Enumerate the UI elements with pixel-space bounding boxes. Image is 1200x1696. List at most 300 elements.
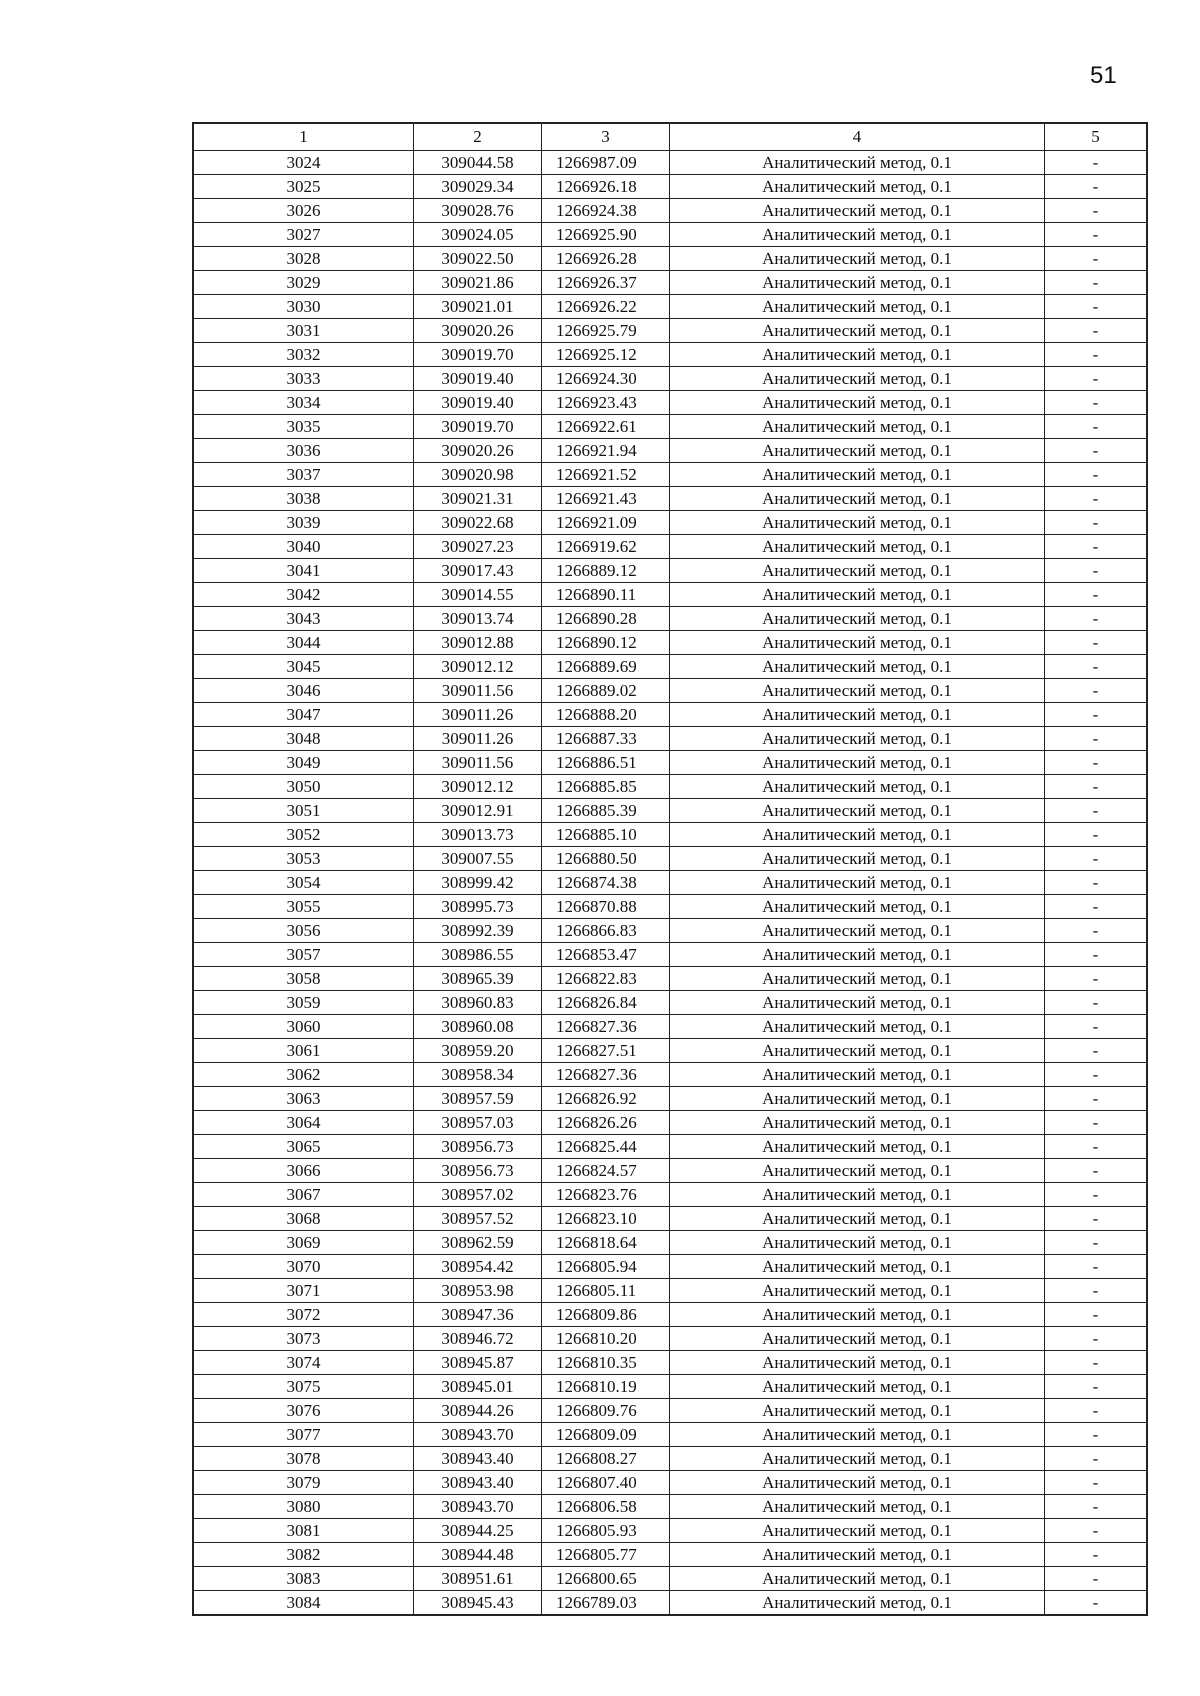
note-cell: - (1045, 199, 1148, 223)
table-row (193, 1159, 1147, 1183)
method-cell: Аналитический метод, 0.1 (670, 991, 1045, 1015)
x-coordinate-cell: 308960.08 (414, 1015, 542, 1039)
note-cell: - (1045, 1447, 1148, 1471)
note-cell: - (1045, 1015, 1148, 1039)
note-cell: - (1045, 1543, 1148, 1567)
table-row (193, 1423, 1147, 1447)
y-coordinate-cell: 1266824.57 (542, 1159, 670, 1183)
y-coordinate-cell: 1266919.62 (542, 535, 670, 559)
x-coordinate-cell: 309019.70 (414, 415, 542, 439)
point-number-cell: 3034 (193, 391, 414, 415)
point-number-cell: 3071 (193, 1279, 414, 1303)
note-cell: - (1045, 799, 1148, 823)
method-cell: Аналитический метод, 0.1 (670, 1183, 1045, 1207)
point-number-cell: 3054 (193, 871, 414, 895)
table-row (193, 1375, 1147, 1399)
point-number-cell: 3036 (193, 439, 414, 463)
note-cell: - (1045, 1519, 1148, 1543)
y-coordinate-cell: 1266809.86 (542, 1303, 670, 1327)
note-cell: - (1045, 247, 1148, 271)
note-cell: - (1045, 535, 1148, 559)
y-coordinate-cell: 1266805.77 (542, 1543, 670, 1567)
table-body (193, 151, 1147, 1616)
point-number-cell: 3047 (193, 703, 414, 727)
table-row (193, 631, 1147, 655)
x-coordinate-cell: 308958.34 (414, 1063, 542, 1087)
point-number-cell: 3069 (193, 1231, 414, 1255)
x-coordinate-cell: 309020.26 (414, 439, 542, 463)
method-cell: Аналитический метод, 0.1 (670, 1087, 1045, 1111)
point-number-cell: 3060 (193, 1015, 414, 1039)
method-cell: Аналитический метод, 0.1 (670, 871, 1045, 895)
x-coordinate-cell: 308946.72 (414, 1327, 542, 1351)
point-number-cell: 3059 (193, 991, 414, 1015)
note-cell: - (1045, 895, 1148, 919)
table-row (193, 343, 1147, 367)
x-coordinate-cell: 309019.40 (414, 367, 542, 391)
y-coordinate-cell: 1266890.11 (542, 583, 670, 607)
x-coordinate-cell: 308960.83 (414, 991, 542, 1015)
y-coordinate-cell: 1266807.40 (542, 1471, 670, 1495)
y-coordinate-cell: 1266827.36 (542, 1015, 670, 1039)
note-cell: - (1045, 679, 1148, 703)
method-cell: Аналитический метод, 0.1 (670, 319, 1045, 343)
x-coordinate-cell: 308945.87 (414, 1351, 542, 1375)
note-cell: - (1045, 367, 1148, 391)
x-coordinate-cell: 308957.52 (414, 1207, 542, 1231)
x-coordinate-cell: 308957.02 (414, 1183, 542, 1207)
table-row (193, 247, 1147, 271)
note-cell: - (1045, 1255, 1148, 1279)
y-coordinate-cell: 1266924.38 (542, 199, 670, 223)
x-coordinate-cell: 309021.86 (414, 271, 542, 295)
x-coordinate-cell: 308943.40 (414, 1471, 542, 1495)
table-row (193, 559, 1147, 583)
y-coordinate-cell: 1266870.88 (542, 895, 670, 919)
method-cell: Аналитический метод, 0.1 (670, 199, 1045, 223)
method-cell: Аналитический метод, 0.1 (670, 151, 1045, 175)
table-row (193, 487, 1147, 511)
method-cell: Аналитический метод, 0.1 (670, 1543, 1045, 1567)
table-row (193, 1399, 1147, 1423)
table-row (193, 415, 1147, 439)
x-coordinate-cell: 309024.05 (414, 223, 542, 247)
y-coordinate-cell: 1266925.12 (542, 343, 670, 367)
method-cell: Аналитический метод, 0.1 (670, 1039, 1045, 1063)
point-number-cell: 3049 (193, 751, 414, 775)
table-row (193, 943, 1147, 967)
point-number-cell: 3061 (193, 1039, 414, 1063)
method-cell: Аналитический метод, 0.1 (670, 1015, 1045, 1039)
method-cell: Аналитический метод, 0.1 (670, 1135, 1045, 1159)
y-coordinate-cell: 1266810.20 (542, 1327, 670, 1351)
y-coordinate-cell: 1266789.03 (542, 1591, 670, 1616)
x-coordinate-cell: 309012.12 (414, 655, 542, 679)
note-cell: - (1045, 463, 1148, 487)
y-coordinate-cell: 1266889.02 (542, 679, 670, 703)
table-row (193, 223, 1147, 247)
table-row (193, 799, 1147, 823)
table-row (193, 1591, 1147, 1616)
y-coordinate-cell: 1266921.52 (542, 463, 670, 487)
x-coordinate-cell: 308951.61 (414, 1567, 542, 1591)
table-row (193, 175, 1147, 199)
note-cell: - (1045, 1351, 1148, 1375)
y-coordinate-cell: 1266888.20 (542, 703, 670, 727)
point-number-cell: 3066 (193, 1159, 414, 1183)
point-number-cell: 3031 (193, 319, 414, 343)
note-cell: - (1045, 1375, 1148, 1399)
method-cell: Аналитический метод, 0.1 (670, 559, 1045, 583)
method-cell: Аналитический метод, 0.1 (670, 1279, 1045, 1303)
x-coordinate-cell: 308944.25 (414, 1519, 542, 1543)
method-cell: Аналитический метод, 0.1 (670, 1063, 1045, 1087)
method-cell: Аналитический метод, 0.1 (670, 847, 1045, 871)
y-coordinate-cell: 1266823.10 (542, 1207, 670, 1231)
method-cell: Аналитический метод, 0.1 (670, 223, 1045, 247)
y-coordinate-cell: 1266805.94 (542, 1255, 670, 1279)
table-row (193, 1063, 1147, 1087)
note-cell: - (1045, 1231, 1148, 1255)
y-coordinate-cell: 1266826.92 (542, 1087, 670, 1111)
table-row (193, 655, 1147, 679)
point-number-cell: 3084 (193, 1591, 414, 1616)
method-cell: Аналитический метод, 0.1 (670, 679, 1045, 703)
x-coordinate-cell: 308965.39 (414, 967, 542, 991)
page-number: 51 (1090, 62, 1117, 89)
note-cell: - (1045, 439, 1148, 463)
method-cell: Аналитический метод, 0.1 (670, 247, 1045, 271)
table-row (193, 391, 1147, 415)
note-cell: - (1045, 943, 1148, 967)
note-cell: - (1045, 1135, 1148, 1159)
point-number-cell: 3041 (193, 559, 414, 583)
x-coordinate-cell: 309013.73 (414, 823, 542, 847)
point-number-cell: 3074 (193, 1351, 414, 1375)
note-cell: - (1045, 1111, 1148, 1135)
table-header-row (193, 123, 1147, 151)
point-number-cell: 3042 (193, 583, 414, 607)
note-cell: - (1045, 511, 1148, 535)
table-row (193, 1495, 1147, 1519)
point-number-cell: 3035 (193, 415, 414, 439)
y-coordinate-cell: 1266880.50 (542, 847, 670, 871)
y-coordinate-cell: 1266926.28 (542, 247, 670, 271)
y-coordinate-cell: 1266921.09 (542, 511, 670, 535)
y-coordinate-cell: 1266890.28 (542, 607, 670, 631)
note-cell: - (1045, 727, 1148, 751)
method-cell: Аналитический метод, 0.1 (670, 919, 1045, 943)
y-coordinate-cell: 1266825.44 (542, 1135, 670, 1159)
point-number-cell: 3055 (193, 895, 414, 919)
method-cell: Аналитический метод, 0.1 (670, 607, 1045, 631)
note-cell: - (1045, 991, 1148, 1015)
x-coordinate-cell: 308945.43 (414, 1591, 542, 1616)
point-number-cell: 3082 (193, 1543, 414, 1567)
y-coordinate-cell: 1266827.51 (542, 1039, 670, 1063)
note-cell: - (1045, 871, 1148, 895)
method-cell: Аналитический метод, 0.1 (670, 511, 1045, 535)
x-coordinate-cell: 308995.73 (414, 895, 542, 919)
note-cell: - (1045, 295, 1148, 319)
note-cell: - (1045, 1207, 1148, 1231)
point-number-cell: 3075 (193, 1375, 414, 1399)
note-cell: - (1045, 415, 1148, 439)
y-coordinate-cell: 1266889.69 (542, 655, 670, 679)
note-cell: - (1045, 1303, 1148, 1327)
point-number-cell: 3040 (193, 535, 414, 559)
method-cell: Аналитический метод, 0.1 (670, 1399, 1045, 1423)
x-coordinate-cell: 309022.50 (414, 247, 542, 271)
method-cell: Аналитический метод, 0.1 (670, 415, 1045, 439)
y-coordinate-cell: 1266853.47 (542, 943, 670, 967)
table-row (193, 847, 1147, 871)
note-cell: - (1045, 703, 1148, 727)
method-cell: Аналитический метод, 0.1 (670, 175, 1045, 199)
method-cell: Аналитический метод, 0.1 (670, 1423, 1045, 1447)
point-number-cell: 3058 (193, 967, 414, 991)
note-cell: - (1045, 151, 1148, 175)
note-cell: - (1045, 607, 1148, 631)
point-number-cell: 3052 (193, 823, 414, 847)
y-coordinate-cell: 1266885.39 (542, 799, 670, 823)
table-row (193, 1039, 1147, 1063)
x-coordinate-cell: 309013.74 (414, 607, 542, 631)
y-coordinate-cell: 1266874.38 (542, 871, 670, 895)
x-coordinate-cell: 308957.59 (414, 1087, 542, 1111)
method-cell: Аналитический метод, 0.1 (670, 1447, 1045, 1471)
y-coordinate-cell: 1266925.90 (542, 223, 670, 247)
column-header-1: 1 (193, 123, 414, 151)
point-number-cell: 3033 (193, 367, 414, 391)
method-cell: Аналитический метод, 0.1 (670, 1471, 1045, 1495)
method-cell: Аналитический метод, 0.1 (670, 655, 1045, 679)
note-cell: - (1045, 823, 1148, 847)
note-cell: - (1045, 655, 1148, 679)
y-coordinate-cell: 1266826.84 (542, 991, 670, 1015)
y-coordinate-cell: 1266805.93 (542, 1519, 670, 1543)
table-row (193, 511, 1147, 535)
table-row (193, 1519, 1147, 1543)
y-coordinate-cell: 1266887.33 (542, 727, 670, 751)
y-coordinate-cell: 1266923.43 (542, 391, 670, 415)
point-number-cell: 3037 (193, 463, 414, 487)
method-cell: Аналитический метод, 0.1 (670, 1231, 1045, 1255)
note-cell: - (1045, 1495, 1148, 1519)
column-header-5: 5 (1045, 123, 1148, 151)
x-coordinate-cell: 308943.40 (414, 1447, 542, 1471)
x-coordinate-cell: 308947.36 (414, 1303, 542, 1327)
point-number-cell: 3038 (193, 487, 414, 511)
method-cell: Аналитический метод, 0.1 (670, 799, 1045, 823)
method-cell: Аналитический метод, 0.1 (670, 439, 1045, 463)
y-coordinate-cell: 1266810.19 (542, 1375, 670, 1399)
table-row (193, 535, 1147, 559)
method-cell: Аналитический метод, 0.1 (670, 1519, 1045, 1543)
x-coordinate-cell: 308944.26 (414, 1399, 542, 1423)
table-row (193, 1255, 1147, 1279)
point-number-cell: 3046 (193, 679, 414, 703)
x-coordinate-cell: 309017.43 (414, 559, 542, 583)
point-number-cell: 3026 (193, 199, 414, 223)
table-row (193, 1231, 1147, 1255)
y-coordinate-cell: 1266925.79 (542, 319, 670, 343)
note-cell: - (1045, 343, 1148, 367)
y-coordinate-cell: 1266827.36 (542, 1063, 670, 1087)
point-number-cell: 3076 (193, 1399, 414, 1423)
note-cell: - (1045, 775, 1148, 799)
point-number-cell: 3024 (193, 151, 414, 175)
y-coordinate-cell: 1266808.27 (542, 1447, 670, 1471)
method-cell: Аналитический метод, 0.1 (670, 535, 1045, 559)
x-coordinate-cell: 309021.01 (414, 295, 542, 319)
note-cell: - (1045, 1399, 1148, 1423)
point-number-cell: 3056 (193, 919, 414, 943)
method-cell: Аналитический метод, 0.1 (670, 1255, 1045, 1279)
point-number-cell: 3032 (193, 343, 414, 367)
method-cell: Аналитический метод, 0.1 (670, 271, 1045, 295)
point-number-cell: 3068 (193, 1207, 414, 1231)
point-number-cell: 3078 (193, 1447, 414, 1471)
note-cell: - (1045, 1183, 1148, 1207)
method-cell: Аналитический метод, 0.1 (670, 631, 1045, 655)
coordinates-table (192, 122, 1148, 1616)
table-row (193, 1279, 1147, 1303)
point-number-cell: 3077 (193, 1423, 414, 1447)
x-coordinate-cell: 308992.39 (414, 919, 542, 943)
y-coordinate-cell: 1266818.64 (542, 1231, 670, 1255)
method-cell: Аналитический метод, 0.1 (670, 751, 1045, 775)
table-row (193, 703, 1147, 727)
point-number-cell: 3057 (193, 943, 414, 967)
method-cell: Аналитический метод, 0.1 (670, 1495, 1045, 1519)
x-coordinate-cell: 308943.70 (414, 1423, 542, 1447)
x-coordinate-cell: 308962.59 (414, 1231, 542, 1255)
table-row (193, 751, 1147, 775)
y-coordinate-cell: 1266809.76 (542, 1399, 670, 1423)
method-cell: Аналитический метод, 0.1 (670, 703, 1045, 727)
table-row (193, 1567, 1147, 1591)
note-cell: - (1045, 1063, 1148, 1087)
y-coordinate-cell: 1266885.10 (542, 823, 670, 847)
method-cell: Аналитический метод, 0.1 (670, 487, 1045, 511)
point-number-cell: 3045 (193, 655, 414, 679)
y-coordinate-cell: 1266890.12 (542, 631, 670, 655)
table-row (193, 991, 1147, 1015)
table-row (193, 199, 1147, 223)
x-coordinate-cell: 309020.26 (414, 319, 542, 343)
y-coordinate-cell: 1266889.12 (542, 559, 670, 583)
y-coordinate-cell: 1266924.30 (542, 367, 670, 391)
point-number-cell: 3053 (193, 847, 414, 871)
x-coordinate-cell: 309019.40 (414, 391, 542, 415)
x-coordinate-cell: 309028.76 (414, 199, 542, 223)
table-row (193, 919, 1147, 943)
x-coordinate-cell: 309029.34 (414, 175, 542, 199)
note-cell: - (1045, 1423, 1148, 1447)
y-coordinate-cell: 1266886.51 (542, 751, 670, 775)
y-coordinate-cell: 1266987.09 (542, 151, 670, 175)
point-number-cell: 3063 (193, 1087, 414, 1111)
point-number-cell: 3050 (193, 775, 414, 799)
note-cell: - (1045, 1279, 1148, 1303)
y-coordinate-cell: 1266921.43 (542, 487, 670, 511)
x-coordinate-cell: 309027.23 (414, 535, 542, 559)
y-coordinate-cell: 1266806.58 (542, 1495, 670, 1519)
method-cell: Аналитический метод, 0.1 (670, 1567, 1045, 1591)
table-row (193, 295, 1147, 319)
note-cell: - (1045, 487, 1148, 511)
x-coordinate-cell: 309021.31 (414, 487, 542, 511)
point-number-cell: 3048 (193, 727, 414, 751)
y-coordinate-cell: 1266810.35 (542, 1351, 670, 1375)
note-cell: - (1045, 175, 1148, 199)
table-row (193, 367, 1147, 391)
column-header-4: 4 (670, 123, 1045, 151)
note-cell: - (1045, 919, 1148, 943)
method-cell: Аналитический метод, 0.1 (670, 391, 1045, 415)
table-row (193, 1135, 1147, 1159)
note-cell: - (1045, 1591, 1148, 1616)
point-number-cell: 3081 (193, 1519, 414, 1543)
column-header-2: 2 (414, 123, 542, 151)
table-row (193, 439, 1147, 463)
note-cell: - (1045, 1159, 1148, 1183)
y-coordinate-cell: 1266926.37 (542, 271, 670, 295)
table-row (193, 1111, 1147, 1135)
note-cell: - (1045, 319, 1148, 343)
point-number-cell: 3083 (193, 1567, 414, 1591)
point-number-cell: 3043 (193, 607, 414, 631)
table-row (193, 823, 1147, 847)
point-number-cell: 3051 (193, 799, 414, 823)
x-coordinate-cell: 309019.70 (414, 343, 542, 367)
table-row (193, 871, 1147, 895)
note-cell: - (1045, 1471, 1148, 1495)
x-coordinate-cell: 309012.88 (414, 631, 542, 655)
point-number-cell: 3025 (193, 175, 414, 199)
y-coordinate-cell: 1266823.76 (542, 1183, 670, 1207)
point-number-cell: 3029 (193, 271, 414, 295)
x-coordinate-cell: 308959.20 (414, 1039, 542, 1063)
note-cell: - (1045, 847, 1148, 871)
note-cell: - (1045, 271, 1148, 295)
method-cell: Аналитический метод, 0.1 (670, 1591, 1045, 1616)
x-coordinate-cell: 308956.73 (414, 1135, 542, 1159)
x-coordinate-cell: 309011.56 (414, 679, 542, 703)
y-coordinate-cell: 1266866.83 (542, 919, 670, 943)
method-cell: Аналитический метод, 0.1 (670, 1159, 1045, 1183)
note-cell: - (1045, 1567, 1148, 1591)
note-cell: - (1045, 391, 1148, 415)
method-cell: Аналитический метод, 0.1 (670, 1351, 1045, 1375)
point-number-cell: 3080 (193, 1495, 414, 1519)
point-number-cell: 3028 (193, 247, 414, 271)
point-number-cell: 3072 (193, 1303, 414, 1327)
y-coordinate-cell: 1266809.09 (542, 1423, 670, 1447)
method-cell: Аналитический метод, 0.1 (670, 463, 1045, 487)
note-cell: - (1045, 559, 1148, 583)
point-number-cell: 3027 (193, 223, 414, 247)
method-cell: Аналитический метод, 0.1 (670, 1375, 1045, 1399)
method-cell: Аналитический метод, 0.1 (670, 295, 1045, 319)
x-coordinate-cell: 309011.26 (414, 703, 542, 727)
table-row (193, 895, 1147, 919)
point-number-cell: 3030 (193, 295, 414, 319)
method-cell: Аналитический метод, 0.1 (670, 343, 1045, 367)
point-number-cell: 3044 (193, 631, 414, 655)
table-row (193, 1543, 1147, 1567)
